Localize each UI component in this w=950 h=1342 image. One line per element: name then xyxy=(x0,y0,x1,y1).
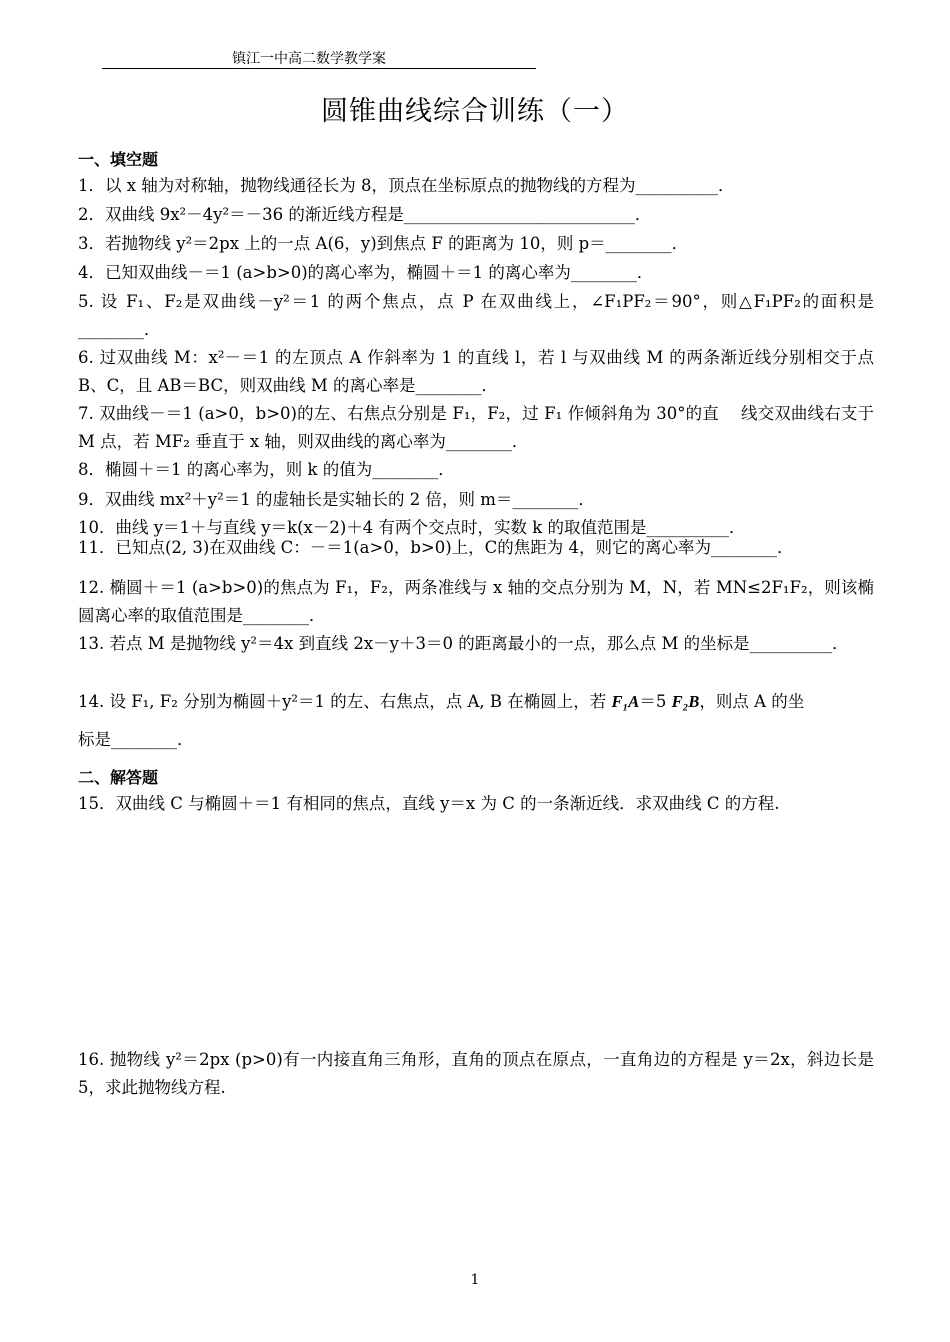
question-12: 12. 椭圆＋＝1 (a>b>0)的焦点为 F₁，F₂，两条准线与 x 轴的交点分别为 M，N，若 MN≤2F₁F₂，则该椭圆离心率的取值范围是________． xyxy=(78,578,874,625)
question-3: 3．若抛物线 y²＝2px 上的一点 A(6，y)到焦点 F 的距离为 10，则 p＝________． xyxy=(78,234,689,253)
question-8: 8．椭圆＋＝1 的离心率为，则 k 的值为________． xyxy=(78,460,455,479)
section-solve: 二、解答题 xyxy=(78,768,159,787)
vector-f2b: F₂B xyxy=(671,692,700,711)
page-number: 1 xyxy=(470,1272,480,1288)
question-9: 9．双曲线 mx²＋y²＝1 的虚轴长是实轴长的 2 倍，则 m＝________． xyxy=(78,490,595,509)
section-fill-in: 一、填空题 xyxy=(78,150,159,169)
question-14-text-a: 14. 设 F₁, F₂ 分别为椭圆＋y²＝1 的左、右焦点，点 A, B 在椭圆上，若 xyxy=(78,692,607,711)
question-7: 7. 双曲线－＝1 (a>0，b>0)的左、右焦点分别是 F₁，F₂，过 F₁ 作倾斜角为 30°的直 线交双曲线右支于 M 点，若 MF₂ 垂直于 x 轴，则双曲线的离心率为________． xyxy=(78,404,874,451)
question-6: 6. 过双曲线 M：x²－＝1 的左顶点 A 作斜率为 1 的直线 l，若 l 与双曲线 M 的两条渐近线分别相交于点 B、C，且 AB＝BC，则双曲线 M 的离心率是________． xyxy=(78,348,874,395)
header-text: 镇江一中高二数学教学案 xyxy=(232,51,386,67)
question-14-text-b: ，则点 A 的坐 xyxy=(699,692,805,711)
question-13: 13. 若点 M 是抛物线 y²＝4x 到直线 2x－y＋3＝0 的距离最小的一点，那么点 M 的坐标是__________． xyxy=(78,634,849,653)
question-2: 2．双曲线 9x²－4y²＝－36 的渐近线方程是____________________________． xyxy=(78,205,652,224)
question-1: 1．以 x 轴为对称轴，抛物线通径长为 8，顶点在坐标原点的抛物线的方程为__________． xyxy=(78,176,735,195)
question-16: 16. 抛物线 y²＝2px (p>0)有一内接直角三角形，直角的顶点在原点，一直角边的方程是 y＝2x，斜边长是 5，求此抛物线方程. xyxy=(78,1050,874,1097)
vector-f1a: F₁A xyxy=(611,692,640,711)
question-11: 11．已知点(2, 3)在双曲线 C：－＝1(a>0，b>0)上，C的焦距为 4，则它的离心率为________． xyxy=(78,538,794,557)
question-14 xyxy=(78,688,874,716)
question-10: 10．曲线 y＝1＋与直线 y＝k(x－2)＋4 有两个交点时，实数 k 的取值范围是__________． xyxy=(78,518,746,537)
page-title: 圆锥曲线综合训练（一） xyxy=(321,96,629,127)
question-14-mid: ＝5 xyxy=(639,692,667,711)
question-15: 15．双曲线 C 与椭圆＋＝1 有相同的焦点，直线 y＝x 为 C 的一条渐近线．求双曲线 C 的方程. xyxy=(78,794,780,813)
page-header xyxy=(102,50,536,69)
question-14-continued: 标是________． xyxy=(78,730,194,749)
question-5: 5. 设 F₁、F₂是双曲线－y²＝1 的两个焦点，点 P 在双曲线上，∠F₁PF₂＝90°，则△F₁PF₂的面积是________． xyxy=(78,292,874,339)
question-4: 4．已知双曲线－＝1 (a>b>0)的离心率为，椭圆＋＝1 的离心率为________． xyxy=(78,263,654,282)
